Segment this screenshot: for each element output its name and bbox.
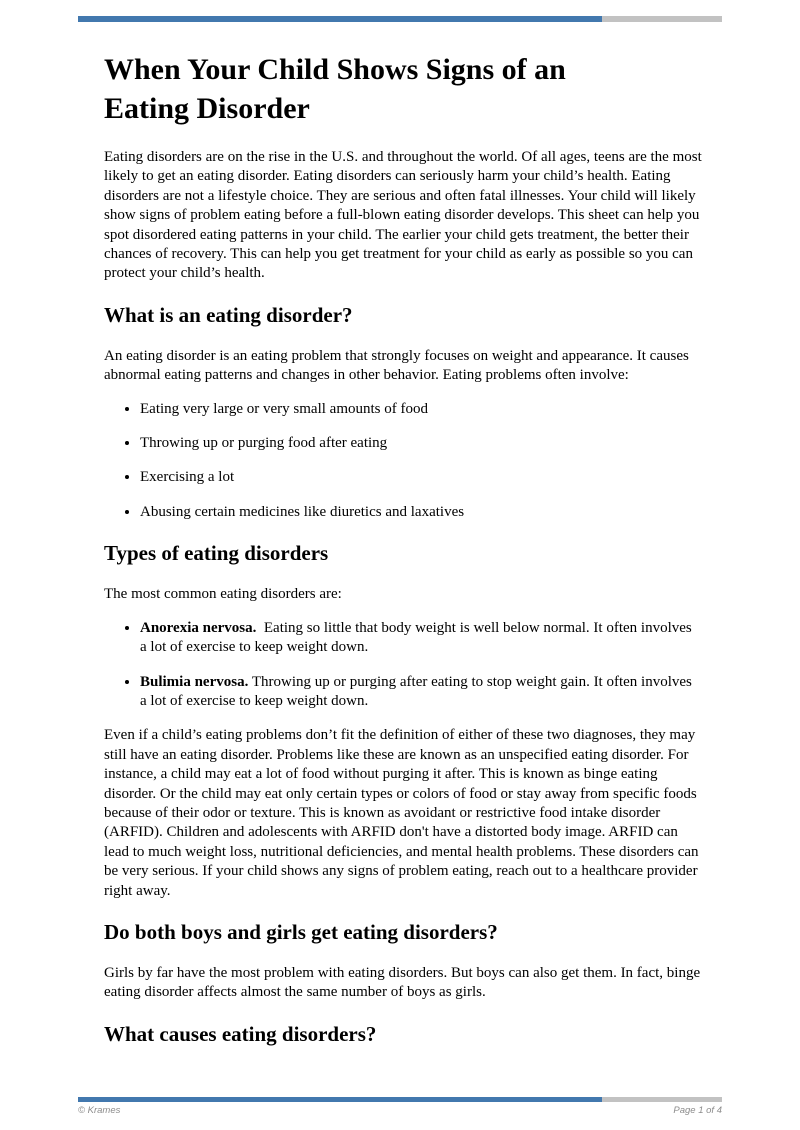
section-heading-types: Types of eating disorders [104, 541, 329, 566]
footer-rule-blue-segment [78, 1097, 602, 1102]
page-number: Page 1 of 4 [673, 1105, 722, 1116]
page-footer [78, 1097, 722, 1116]
boys-girls-paragraph: Girls by far have the most problem with eating disorders. But boys can also get them. In fact, binge eating disorder affects almost the same number of boys as girls. [104, 964, 701, 1001]
intro-paragraph: Eating disorders are on the rise in the U.S. and throughout the world. Of all ages, teens are the most likely to get an eating disorder. Eating disorders can seriously harm your child’s health. Eating disorders are not a lifestyle choice. They are serious and often fatal illnesses. Your child will likely show signs of problem eating before a full-blown eating disorder develops. This sheet can help you spot disordered eating patterns in your child. The earlier your child gets treatment, the better their chances of recovery. This can help you get treatment for your child as early as possible so you can protect your child’s health. [104, 149, 702, 282]
bullet-term: Bulimia nervosa. [140, 673, 249, 690]
copyright-text: © Krames [78, 1105, 121, 1116]
types-paragraph: The most common eating disorders are: [104, 586, 342, 603]
bullet-text: Eating so little that body weight is well below normal. It often involves a lot of exercise to keep weight down. [140, 619, 692, 656]
bullet-text: Throwing up or purging after eating to stop weight gain. It often involves a lot of exercise to keep weight down. [140, 673, 692, 709]
section-heading-boys-girls: Do both boys and girls get eating disorders? [104, 919, 498, 944]
types-bullet-list [104, 619, 702, 712]
footer-rule [78, 1097, 722, 1102]
bullet-item: • Eating very large or very small amounts of food [140, 400, 702, 419]
what-is-paragraph: An eating disorder is an eating problem that strongly focuses on weight and appearance. It causes abnormal eating patterns and changes in other behavior. Eating problems often involve: [104, 347, 689, 384]
page-title: When Your Child Shows Signs of an Eating Disorder [104, 53, 566, 125]
bullet-item: • Exercising a lot [140, 468, 702, 487]
footer-rule-gray-segment [602, 1097, 722, 1102]
bullet-item [140, 619, 702, 658]
bullet-item: • Abusing certain medicines like diuretics and laxatives [140, 503, 702, 522]
document-body [104, 0, 702, 1066]
footer-text-row [78, 1105, 722, 1116]
section-heading-causes: What causes eating disorders? [104, 1021, 377, 1046]
unspecified-paragraph: Even if a child’s eating problems don’t fit the definition of either of these two diagnoses, they may still have an eating disorder. Problems like these are known as an unspecified eating disorder. For instance, a child may eat a lot of food without purging it after. This is known as binge eating disorder. Or the child may eat only certain types or colors of food or stay away from specific foods because of their odor or texture. This is known as avoidant or restrictive food intake disorder (ARFID). Children and adolescents with ARFID don't have a distorted body image. ARFID can lead to much weight loss, nutritional deficiencies, and mental health problems. These disorders can be very serious. If your child shows any signs of problem eating, reach out to a healthcare provider right away. [104, 727, 699, 899]
bullet-item [140, 673, 702, 712]
what-is-bullet-list [104, 400, 702, 523]
section-heading-what-is: What is an eating disorder? [104, 302, 353, 327]
bullet-term: Anorexia nervosa. [140, 619, 257, 636]
bullet-item: • Throwing up or purging food after eating [140, 434, 702, 453]
